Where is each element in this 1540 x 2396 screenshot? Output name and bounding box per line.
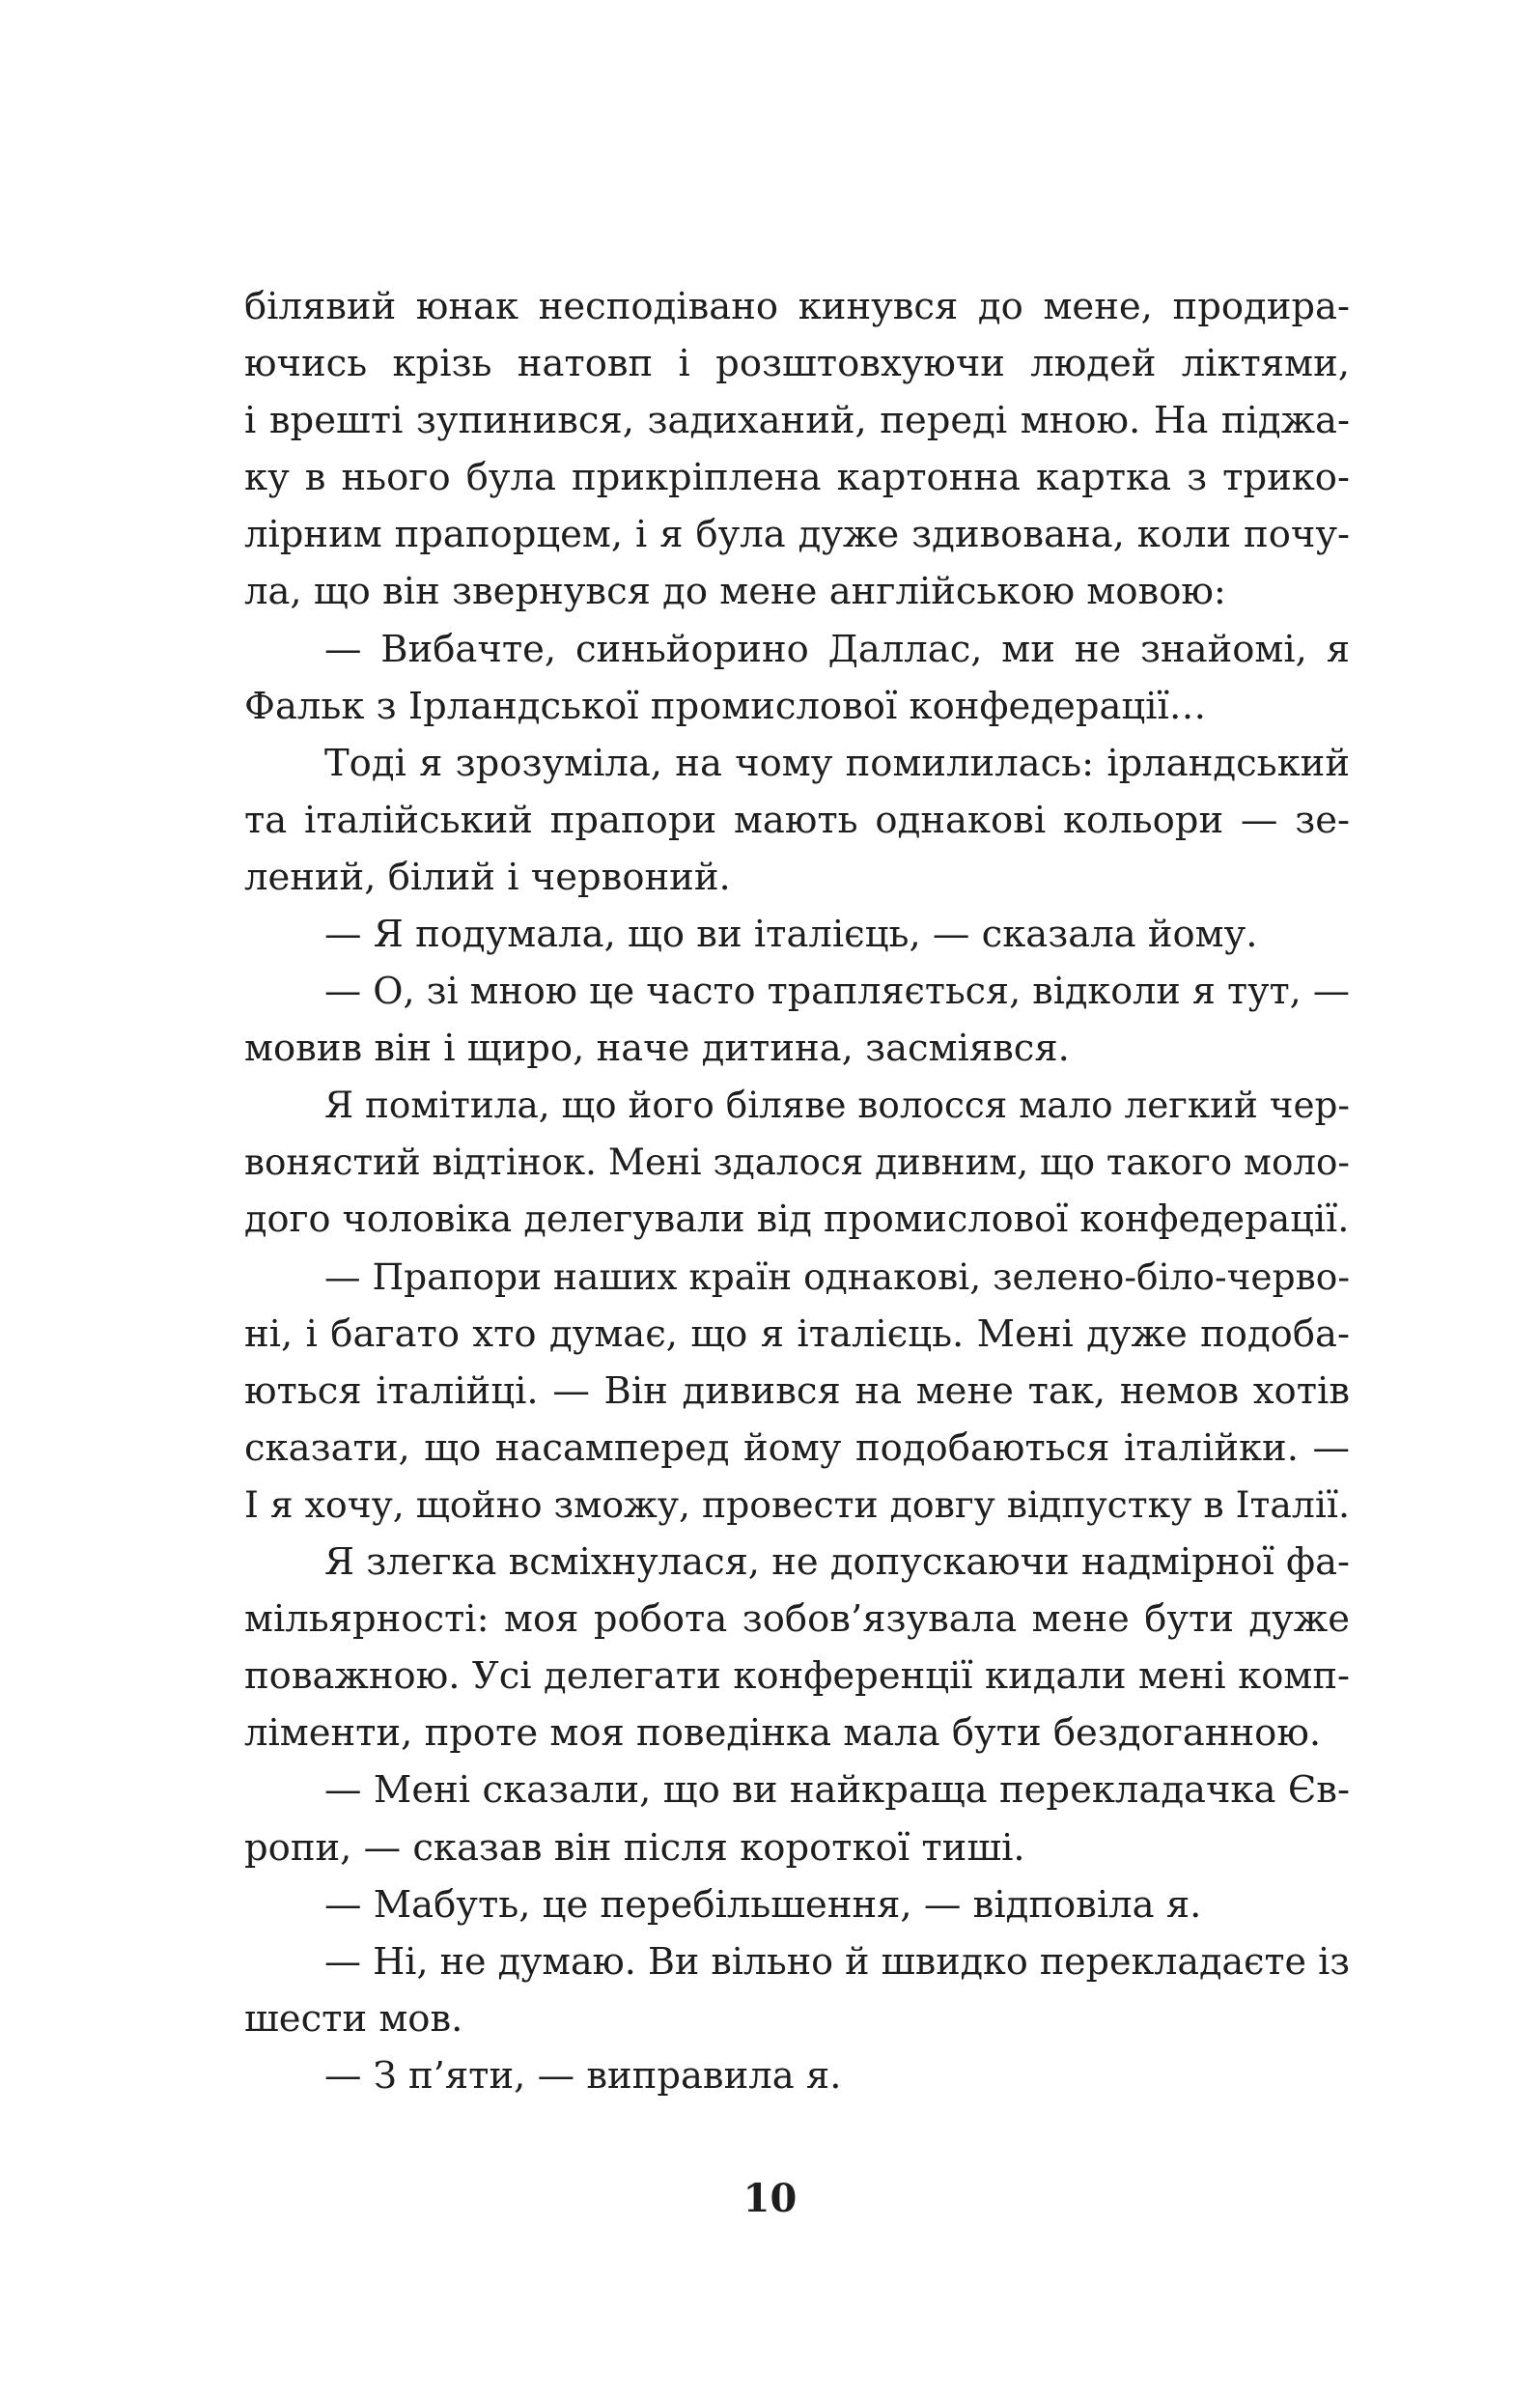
text-line: — Мабуть, це перебільшення, — відповіла я.: [324, 1882, 1202, 1927]
text-line: ку в нього була прикріплена картонна картка з трико-: [244, 456, 1350, 500]
text-line: — Я подумала, що ви італієць, — сказала йому.: [324, 913, 1258, 957]
text-line: вонястий відтінок. Мені здалося дивним, що такого моло-: [244, 1141, 1350, 1184]
text-line: дого чоловіка делегували від промислової конфедерації.: [244, 1198, 1350, 1241]
text-line: Тоді я зрозуміла, на чому помилилась: ірландський: [324, 741, 1350, 785]
text-line: ліменти, проте моя поведінка мала бути бездоганною.: [244, 1711, 1322, 1756]
text-line: — З п’яти, — виправила я.: [324, 2053, 842, 2098]
text-line: ючись крізь натовп і розштовхуючи людей ліктями,: [244, 342, 1350, 386]
text-line: — Ні, не думаю. Ви вільно й швидко перекладаєте із: [324, 1939, 1350, 1983]
text-line: І я хочу, щойно зможу, провести довгу відпустку в Італії.: [244, 1482, 1350, 1526]
body-text: [244, 278, 1350, 2104]
text-line: — Вибачте, синьйорино Даллас, ми не знайомі, я: [324, 627, 1350, 671]
text-line: ні, і багато хто думає, що я італієць. Мені дуже подоба-: [244, 1311, 1350, 1356]
text-line: — О, зі мною це часто трапляється, відколи я тут, —: [324, 970, 1350, 1013]
text-line: Я помітила, що його біляве волосся мало легкий чер-: [324, 1084, 1350, 1127]
text-line: Фальк з Ірландської промислової конфедерації…: [244, 684, 1207, 728]
text-line: ються італійці. — Він дивився на мене так, немов хотів: [244, 1368, 1350, 1413]
text-line: лірним прапорцем, і я була дуже здивована, коли почу-: [244, 513, 1350, 557]
text-line: — Мені сказали, що ви найкраща перекладачка Єв-: [324, 1768, 1350, 1813]
text-line: — Прапори наших країн однакові, зелено-біло-черво-: [324, 1254, 1350, 1298]
text-line: сказати, що насамперед йому подобаються італійки. —: [244, 1425, 1350, 1470]
text-line: і врешті зупинився, задиханий, переді мною. На піджа-: [244, 399, 1350, 443]
text-line: білявий юнак несподівано кинувся до мене, продира-: [244, 285, 1350, 328]
text-line: ла, що він звернувся до мене англійською мовою:: [244, 570, 1226, 614]
text-line: мовив він і щиро, наче дитина, засміявся.: [244, 1027, 1070, 1071]
text-line: мільярності: моя робота зобов’язувала мене бути дуже: [244, 1597, 1350, 1642]
text-line: шести мов.: [244, 1996, 463, 2041]
text-line: та італійський прапори мають однакові кольори — зе-: [244, 798, 1350, 842]
text-line: Я злегка всміхнулася, не допускаючи надмірної фа-: [324, 1540, 1350, 1585]
text-line: лений, білий і червоний.: [244, 855, 731, 899]
page-number: 10: [742, 2176, 798, 2221]
text-line: ропи, — сказав він після короткої тиші.: [244, 1825, 1025, 1870]
text-line: поважною. Усі делегати конференції кидали мені комп-: [244, 1654, 1350, 1699]
